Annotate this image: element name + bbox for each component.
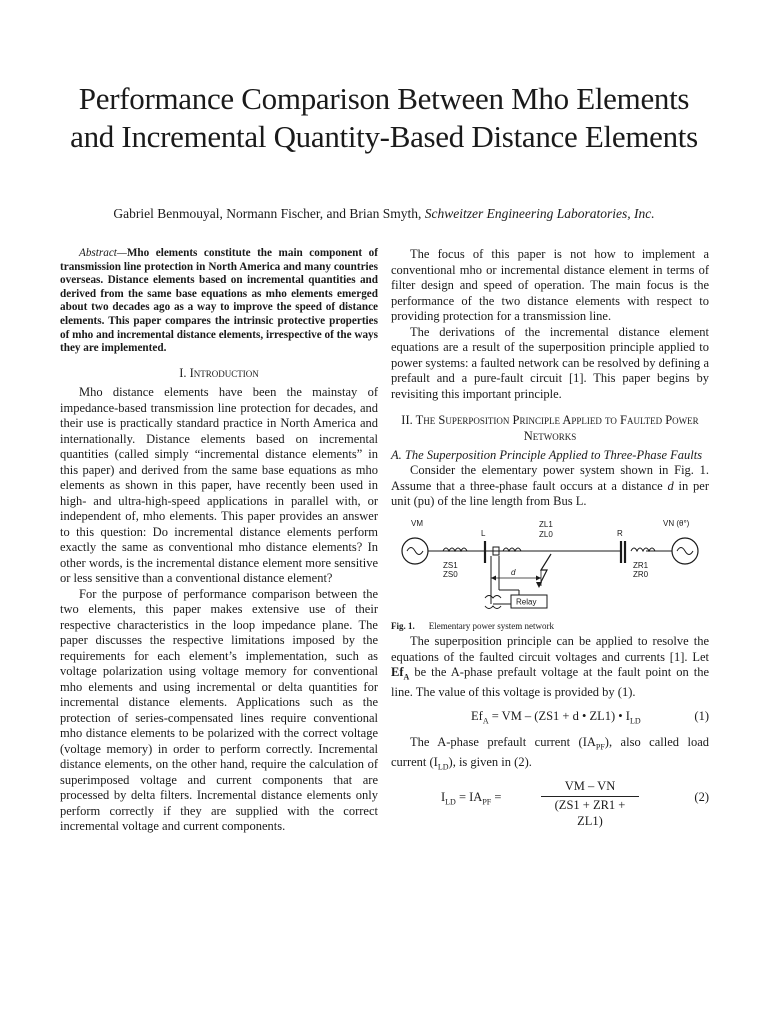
distance-arrow-right — [536, 575, 541, 580]
label-d: d — [511, 567, 516, 577]
superposition-text: The superposition principle can be applied to resolve the equations of the faulted circuit voltages and currents [1]. Let — [391, 634, 709, 664]
figure-1-label: Fig. 1. — [391, 620, 415, 631]
prefault-text-a: The A-phase prefault current (IA — [410, 734, 596, 749]
equation-2 — [391, 778, 709, 828]
abstract-text: Mho elements constitute the main component of transmission line protection in North America and many countries overseas. Distance elements based on incremental quantities and derived from the same base equations as mho elements emerged about two decades ago as a way to improve the speed of distance elements. This paper compares the intrinsic protective properties of mho and incremental distance elements, irrespective of the ways they are implemented. — [60, 247, 378, 355]
consider-text: Consider the elementary power system shown in Fig. 1. Assume that a three-phase fault occurs at a distance — [391, 463, 709, 493]
body-paragraph-prefault: The A-phase prefault current $(IA_{PF})$, also called load current $(I_{LD})$, is given in (2). — [391, 734, 709, 771]
label-relay: Relay — [516, 597, 537, 606]
intro-paragraph-2: For the purpose of performance comparison between the two elements, this paper makes extensive use of their respective characteristics in the loop impedance plane. The paper discusses the respective limitations imposed by the requirements for each element’s implementation, such as voltage polarization using voltage memory for conventional mho elements and using incremental or delta quantities for incremental distance elements. Applications such as the protection of series-compensated lines require conventional mho distance elements to be polarized with the correct voltage (voltage memory) in order to perform correctly. Incremental distance elements, on the other hand, require the calculation of superimposed voltage and current components that are processed by delta filters. Incremental distance elements only perform correctly if they are supplied with the correct incremental voltage and current components. — [60, 586, 378, 834]
section-heading-superposition: II. The Superposition Principle Applied to Faulted Power Networks — [401, 413, 699, 443]
left-column — [60, 247, 378, 835]
label-vm: VM — [411, 518, 423, 528]
consider-text-end: in per unit (pu) of the line length from Bus L. — [391, 478, 709, 508]
figure-1-power-system — [391, 516, 709, 619]
equation-1-number: (1) — [694, 708, 709, 723]
abstract-label: Abstract— — [79, 247, 127, 259]
vt-coil-bottom — [485, 606, 501, 609]
author-line — [40, 206, 728, 222]
figure-1-caption-text: Elementary power system network — [428, 620, 554, 631]
source-vn-sine — [677, 547, 693, 554]
distance-arrow-left — [491, 575, 496, 580]
equation-2-numerator: VM – VN — [541, 779, 639, 798]
prefault-text-b: ), also called load current (I — [391, 734, 709, 769]
authors: Gabriel Benmouyal, Normann Fischer, and Brian Smyth, — [113, 206, 422, 221]
equation-1-body: $Ef_A$ = VM – (ZS1 + d • ZL1) • $I_{LD}$ — [471, 708, 641, 725]
right-column — [391, 247, 709, 829]
label-vn: VN (θ°) — [663, 518, 690, 528]
label-zl1: ZL1 — [539, 519, 553, 529]
label-zr1: ZR1 — [633, 560, 649, 570]
vt-coil-top — [485, 595, 501, 598]
label-zl0: ZL0 — [539, 529, 553, 539]
body-paragraph-focus: The focus of this paper is not how to implement a conventional mho or incremental distance element in terms of filter design and speed of operation. The main focus is the performance of the two distance elements with respect to providing protection for a transmission line. — [391, 247, 709, 323]
equation-1-expr: = VM – (ZS1 + d • ZL1) • I — [491, 708, 630, 723]
label-bus-l: L — [481, 528, 486, 538]
equation-2-number: (2) — [694, 789, 709, 804]
affiliation: Schweitzer Engineering Laboratories, Inc. — [424, 206, 655, 221]
label-zs0: ZS0 — [443, 569, 458, 579]
equation-2-lhs: $I_{LD} = IA_{PF}$ = — [441, 789, 502, 806]
label-zr0: ZR0 — [633, 569, 649, 579]
intro-paragraph-1: Mho distance elements have been the mainstay of impedance-based transmission line protection for decades, and their use is practically standard practice in North America and internationally. Distance elements based on incremental quantities (called simply “incremental distance elements” in this paper) and derived from the same base equations as mho elements as shown in this paper, have recently been used in high- and ultra-high-speed applications in parallel with, or independent of, mho elements. This paper provides an answer to this question: Do incremental distance elements perform exactly the same as conventional mho distance elements? In other words, is the incremental distance element more sensitive or less sensitive than a conventional distance element? — [60, 385, 378, 586]
subsection-heading-three-phase: A. The Superposition Principle Applied to Three-Phase Faults — [391, 448, 703, 462]
label-zs1: ZS1 — [443, 560, 458, 570]
equation-2-denominator: (ZS1 + ZR1 + ZL1) — [554, 798, 626, 828]
equation-2-fraction — [541, 779, 639, 830]
abstract — [60, 247, 378, 356]
body-paragraph-derivations: The derivations of the incremental distance element equations are a result of the superposition principle applied to power systems: a faulted network can be resolved by defining a prefault and a pure-fault circuit [1]. This paper begins by revisiting this important principle. — [391, 324, 709, 401]
figure-1-caption — [391, 619, 709, 635]
power-system-diagram — [391, 516, 709, 619]
superposition-text-end: be the A-phase prefault voltage at the fault point on the line. The value of this voltage is provided by (1). — [391, 665, 710, 699]
equation-1 — [391, 709, 709, 729]
equation-2-lhs-text: = IA — [458, 789, 483, 804]
section-heading-introduction: I. Introduction — [179, 365, 259, 380]
paper-title: Performance Comparison Between Mho Elements and Incremental Quantity-Based Distance Elements — [70, 81, 698, 154]
distance-variable: d — [667, 478, 674, 493]
body-paragraph-consider — [391, 463, 709, 510]
prefault-text-c: ), is given in (2). — [448, 754, 532, 769]
source-vm-sine — [407, 547, 423, 554]
body-paragraph-superposition: The superposition principle can be applied to resolve the equations of the faulted circuit voltages and currents [1]. Let $Ef_A$ be the A-phase prefault voltage at the fault point on the line. The value of this voltage is provided by (1). — [391, 634, 710, 699]
label-bus-r: R — [617, 528, 623, 538]
